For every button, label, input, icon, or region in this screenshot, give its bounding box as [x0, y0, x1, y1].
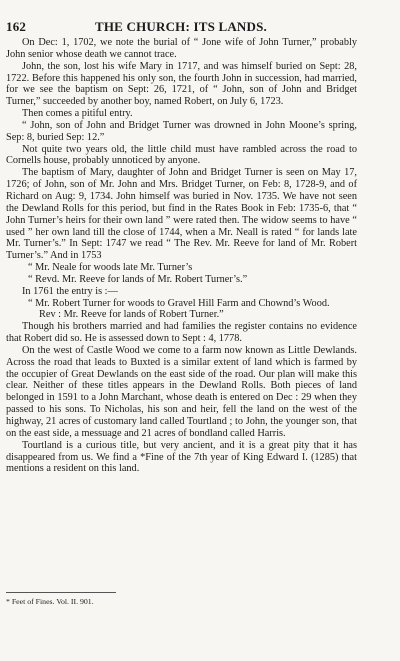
page-number: 162: [6, 19, 27, 34]
paragraph: Though his brothers married and had families the register contains no evidence that Robert did so. He is assessed down to Sept : 4, 1778.: [6, 321, 357, 345]
quoted-entry: “ Mr. Neale for woods late Mr. Turner’s: [28, 262, 193, 274]
footnote: * Feet of Fines. Vol. II. 901.: [6, 597, 94, 606]
running-title: THE CHURCH: ITS LANDS.: [95, 19, 267, 34]
quoted-entry: Rev : Mr. Reeve for lands of Robert Turner.”: [39, 309, 224, 321]
quoted-entry: “ Mr. Robert Turner for woods to Gravel Hill Farm and Chownd’s Wood.: [28, 297, 330, 309]
page-header: [6, 19, 356, 35]
paragraph: Not quite two years old, the little child must have rambled across the road to Cornells house, probably unnoticed by anyone.: [6, 143, 357, 167]
quoted-entry: “ Revd. Mr. Reeve for lands of Mr. Robert Turner’s.”: [28, 273, 248, 285]
body-text: [6, 37, 357, 475]
paragraph: The baptism of Mary, daughter of John and Bridget Turner is seen on May 17, 1726; of John, son of Mr. John and Mrs. Bridget Turner, on Feb: 8, 1728-9, and of Richard on Aug: 9, 1734. John himself was buried in Nov. 1735. We have not seen the Dewland Rolls for this period, but find in the Rates Book in Feb: 1735-6, that “ John Turner’s heirs for their own land ” were rated then. The widow seems to have “ used ” her own land till the close of 1744, when a Mr. Neall is rated “ for lands late Mr. Turner’s.” In Sept: 1747 we read “ The Rev. Mr. Reeve for land of Mr. Robert Turner’s.” And in 1753: [6, 167, 357, 262]
paragraph: On Dec: 1, 1702, we note the burial of “ Jone wife of John Turner,” probably John senior whose death we cannot trace.: [6, 37, 357, 60]
paragraph: Tourtland is a curious title, but very ancient, and it is a great pity that it has disappeared from us. We find a *Fine of the 7th year of King Edward I. (1285) that mentions a resident on this land.: [6, 439, 357, 475]
quoted-entry: “ John, son of John and Bridget Turner was drowned in John Moone’s spring, Sep: 8, buried Sep: 12.”: [6, 119, 357, 143]
paragraph: Then comes a pitiful entry.: [22, 108, 133, 120]
paragraph: In 1761 the entry is :—: [22, 285, 118, 297]
footnote-rule: [6, 592, 116, 593]
paragraph: On the west of Castle Wood we come to a farm now known as Little Dewlands. Across the road that leads to Buxted is a similar extent of land which is farmed by the occupier of Great Dewlands on the east side of the road. Our plan will make this clear. Neither of these titles appears in the Dewland Rolls. Both pieces of land belonged in 1591 to a John Marchant, whose death is entered on Dec : 29 when they passed to his sons. To Nicholas, his son and heir, fell the land on the west of the highway, 21 acres of customary land called Tourtland ; to John, the younger son, that on the east side, a messuage and 21 acres of bondland called Harris.: [6, 344, 357, 439]
paragraph: John, the son, lost his wife Mary in 1717, and was himself buried on Sept: 28, 1722. Before this happened his only son, the fourth John in succession, had married, for we see the baptism on Sept: 26, 1721, of “ John, son of John and Bridget Turner,” succeeded by another boy, named Robert, on July 6, 1723.: [6, 60, 357, 108]
